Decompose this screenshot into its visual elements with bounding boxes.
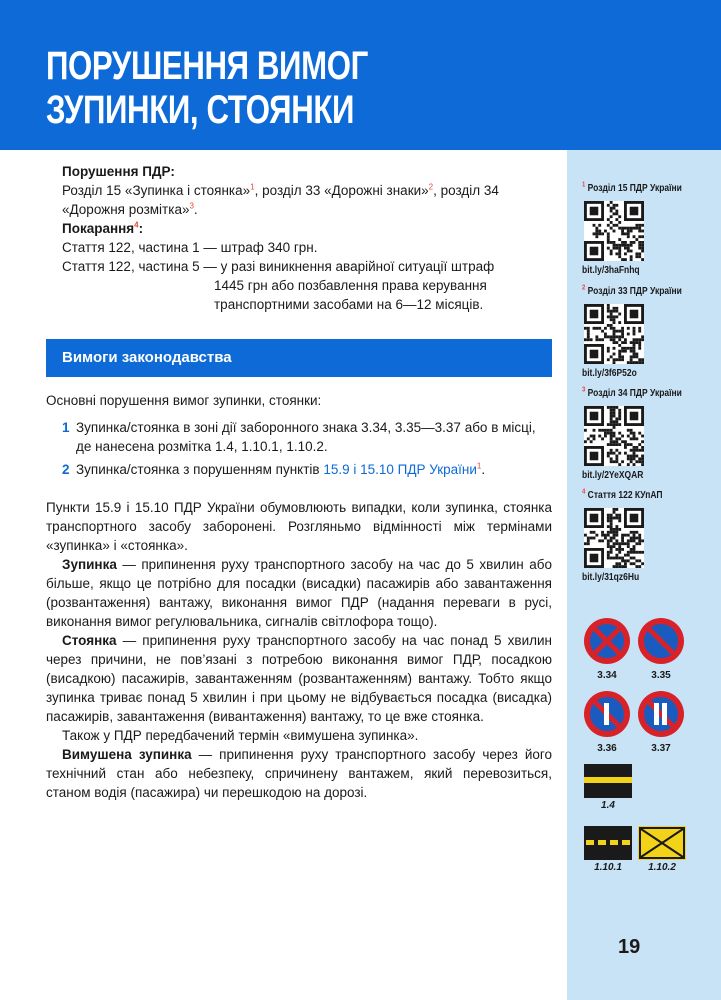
requirements-heading: Вимоги законодавства	[46, 339, 552, 377]
qr-code-icon[interactable]	[584, 508, 644, 568]
footnote-3[interactable]: 3	[189, 201, 194, 211]
list-item-text-end: .	[481, 462, 486, 477]
pdr-link[interactable]: 15.9 і 15.10 ПДР України	[323, 462, 477, 477]
stop-term: Зупинка	[62, 557, 117, 572]
list-item	[62, 418, 552, 456]
qr-footnote: 2	[582, 284, 586, 292]
requirements-intro: Основні порушення вимог зупинки, стоянки:	[46, 393, 322, 408]
qr-link[interactable]: bit.ly/31qz6Hu	[582, 572, 640, 583]
sign-label: 3.37	[651, 743, 671, 754]
qr-title	[582, 183, 684, 195]
body-paragraph-1: Пункти 15.9 і 15.10 ПДР України обумовлюють випадки, коли зупинка, стоянка транспортного засобу заборонені. Розгляньмо відмінності між термінами «зупинка» і «стоянка».	[46, 500, 552, 553]
body-text	[46, 498, 552, 802]
page-header	[0, 0, 721, 150]
qr-title	[582, 286, 684, 298]
penalty-colon: :	[138, 221, 144, 236]
marking-1-10-2-icon	[638, 826, 686, 865]
qr-code-icon[interactable]	[584, 304, 644, 364]
violation-label: Порушення ПДР:	[62, 164, 175, 179]
list-item-text: Зупинка/стоянка в зоні дії заборонного знака 3.34, 3.35—3.37 або в місці, де нанесена розмітка 1.4, 1.10.1, 1.10.2.	[76, 420, 536, 454]
marking-1-4-icon	[584, 764, 632, 803]
violation-block	[62, 162, 542, 314]
sign-label: 3.34	[597, 670, 617, 681]
qr-block	[582, 183, 702, 277]
qr-footnote: 1	[582, 181, 586, 189]
forced-stop-definition	[46, 745, 552, 802]
no-stopping-sign-icon	[583, 617, 631, 665]
marking-label: 1.10.1	[594, 862, 622, 873]
sign-label: 3.35	[651, 670, 671, 681]
stop-def-text: — припинення руху транспортного засобу на час до 5 хвилин або більше, якщо це потрібно для посадки (висадки) пасажирів або завантаження (розвантаження) вантажу, виконання вимог ПДР (надання переваги в русі, виконання вимог регулювальника, сигналів світлофора тощо).	[46, 557, 552, 629]
penalty-label	[62, 221, 143, 236]
violation-text	[62, 181, 542, 219]
qr-title	[582, 388, 684, 400]
list-item	[62, 460, 552, 479]
body-paragraph-4: Також у ПДР передбачений термін «вимушена зупинка».	[62, 728, 419, 743]
qr-title-text: Розділ 33 ПДР України	[587, 286, 682, 297]
qr-link[interactable]: bit.ly/2YeXQAR	[582, 470, 644, 481]
qr-footnote: 3	[582, 386, 586, 394]
marking-label: 1.4	[601, 800, 615, 811]
penalty-line-4: транспортними засобами на 6—12 місяців.	[214, 297, 484, 312]
penalty-line-2: Стаття 122, частина 5 — у разі виникнення аварійної ситуації штраф	[62, 259, 495, 274]
list-item-text: Зупинка/стоянка з порушенням пунктів	[76, 462, 324, 477]
qr-block	[582, 490, 702, 584]
qr-block	[582, 286, 702, 380]
no-parking-sign-icon	[637, 617, 685, 665]
qr-title	[582, 490, 684, 502]
page-number: 19	[618, 936, 641, 958]
forced-stop-def-text: — припинення руху транспортного засобу через його технічний стан або небезпеку, спричинену вантажем, який перевозиться, станом водія (пасажира) чи перешкодою на дорозі.	[46, 747, 553, 800]
penalty-line-1: Стаття 122, частина 1 — штраф 340 грн.	[62, 240, 318, 255]
parking-definition	[46, 631, 552, 726]
parking-def-text: — припинення руху транспортного засобу на час понад 5 хвилин через причини, не пов’язані з потребою виконання вимог ПДР, посадкою (висадкою) пасажирів, завантаженням (розвантаженням) вантажу. Тобто якщо зупинка триває понад 5 хвилин і при цьому не відбувається посадка (висадка) пасажирів, завантаження (вивантаження) вантажу, то це вже стоянка.	[46, 633, 552, 724]
page-title-line-1: ПОРУШЕННЯ ВИМОГ	[46, 44, 368, 88]
qr-code-icon[interactable]	[584, 201, 644, 261]
list-item-number: 2	[62, 462, 70, 477]
sign-label: 3.36	[597, 743, 617, 754]
list-item-number: 1	[62, 420, 70, 435]
penalty-line-3: 1445 грн або позбавлення права керування	[214, 278, 487, 293]
penalty-label-text: Покарання	[62, 221, 135, 236]
footnote-1[interactable]: 1	[250, 182, 255, 192]
violation-text-d: .	[193, 202, 198, 217]
qr-footnote: 4	[582, 488, 586, 496]
qr-link[interactable]: bit.ly/3f6P52o	[582, 368, 637, 379]
qr-title-text: Розділ 34 ПДР України	[587, 388, 682, 399]
qr-link[interactable]: bit.ly/3haFnhq	[582, 265, 640, 276]
violation-text-a: Розділ 15 «Зупинка і стоянка»	[62, 183, 251, 198]
requirements-list	[62, 418, 552, 483]
marking-label: 1.10.2	[648, 862, 676, 873]
qr-title-text: Стаття 122 КУпАП	[587, 490, 663, 501]
page-title-line-2: ЗУПИНКИ, СТОЯНКИ	[46, 88, 355, 132]
no-parking-odd-days-sign-icon	[583, 690, 631, 738]
footnote-1-ref[interactable]: 1	[476, 461, 482, 471]
forced-stop-term: Вимушена зупинка	[62, 747, 192, 762]
footnote-2[interactable]: 2	[428, 182, 434, 192]
marking-1-10-1-icon	[584, 826, 632, 865]
parking-term: Стоянка	[62, 633, 117, 648]
qr-code-icon[interactable]	[584, 406, 644, 466]
qr-block	[582, 388, 702, 482]
stop-definition	[46, 555, 552, 631]
no-parking-even-days-sign-icon	[637, 690, 685, 738]
violation-text-b: , розділ 33 «Дорожні знаки»	[254, 183, 429, 198]
violation-text-c: , розділ 34 «Дорожня розмітка»	[62, 183, 499, 217]
qr-title-text: Розділ 15 ПДР України	[587, 183, 682, 194]
page-title	[46, 44, 368, 132]
footnote-4[interactable]: 4	[134, 220, 139, 230]
